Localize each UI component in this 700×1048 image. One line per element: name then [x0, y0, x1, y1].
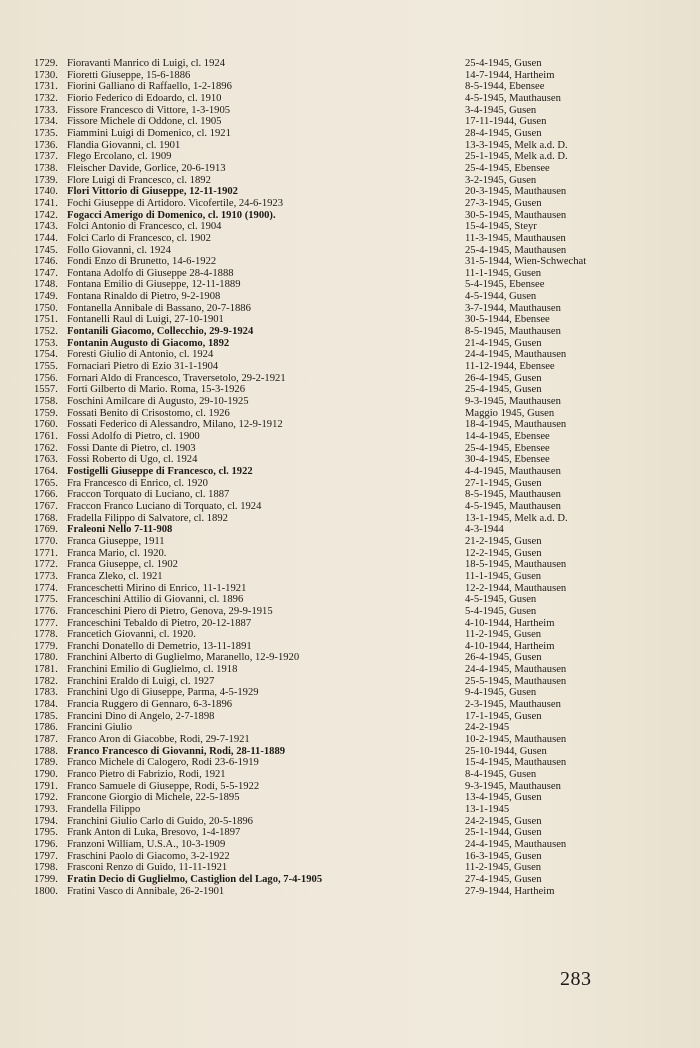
entry-number: 1795. [34, 827, 58, 839]
entry-death: 25-1-1945, Melk a.d. D. [465, 151, 568, 163]
entry-number: 1777. [34, 617, 58, 629]
entry-name: Fissore Francesco di Vittore, 1-3-1905 [67, 104, 231, 116]
entry-death: 9-3-1945, Mauthausen [465, 780, 561, 792]
list-item [34, 186, 634, 198]
entry-name: Foschini Amilcare di Augusto, 29-10-1925 [67, 396, 249, 408]
entry-number: 1789. [34, 757, 58, 769]
entry-number: 1735. [34, 127, 58, 139]
entry-name: Frandella Filippo [67, 804, 141, 815]
entry-death: 11-1-1945, Gusen [465, 267, 542, 279]
list-item [34, 618, 634, 630]
entry-death: 24-4-1945, Mauthausen [465, 838, 567, 850]
entry-death: 27-9-1944, Hartheim [465, 885, 555, 897]
entry-name: Fioravanti Manrico di Luigi, cl. 1924 [67, 58, 225, 69]
entry-death: 14-4-1945, Ebensee [465, 431, 550, 442]
entry-death: 17-1-1945, Gusen [465, 710, 542, 722]
list-item [34, 116, 634, 128]
entry-death: 24-4-1945, Mauthausen [465, 349, 567, 361]
entry-name: Fiorini Galliano di Raffaello, 1-2-1896 [67, 81, 232, 93]
entry-number: 1783. [34, 687, 58, 699]
list-item [34, 489, 634, 501]
entry-name: Fogacci Amerigo di Domenico, cl. 1910 (1900). [67, 209, 276, 221]
entry-death: 8-5-1945, Mauthausen [465, 326, 561, 338]
entry-death: 4-5-1945, Mauthausen [465, 500, 561, 512]
entry-death: 27-1-1945, Gusen [465, 477, 542, 489]
list-item [34, 687, 634, 699]
list-item [34, 536, 634, 548]
entry-number: 1752. [34, 326, 58, 338]
list-item [34, 478, 634, 490]
entry-death: 10-2-1945, Mauthausen [465, 734, 567, 746]
entry-name: Flandia Giovanni, cl. 1901 [67, 139, 181, 151]
list-item [34, 559, 634, 571]
entry-death: Maggio 1945, Gusen [465, 407, 555, 419]
entry-number: 1731. [34, 81, 58, 93]
entry-number: 1791. [34, 780, 58, 792]
list-item [34, 443, 634, 455]
entry-death: 3-7-1944, Mauthausen [465, 302, 561, 314]
entry-number: 1787. [34, 734, 58, 746]
entry-number: 1732. [34, 92, 58, 104]
entry-name: Fraccon Torquato di Luciano, cl. 1887 [67, 489, 230, 501]
list-item [34, 851, 634, 863]
list-item [34, 105, 634, 117]
list-item [34, 349, 634, 361]
list-item [34, 454, 634, 466]
entry-name: Folci Antonio di Francesco, cl. 1904 [67, 221, 222, 233]
entry-death: 5-4-1945, Gusen [465, 605, 537, 617]
entry-name: Fossi Roberto di Ugo, cl. 1924 [67, 454, 198, 466]
entry-name: Franzoni William, U.S.A., 10-3-1909 [67, 838, 226, 850]
entry-death: 21-2-1945, Gusen [465, 535, 542, 547]
list-item [34, 93, 634, 105]
list-item [34, 70, 634, 82]
entry-number: 1799. [34, 873, 58, 885]
entry-death: 5-4-1945, Ebensee [465, 279, 545, 291]
entry-name: Folci Carlo di Francesco, cl. 1902 [67, 232, 211, 244]
entry-death: 12-2-1945, Gusen [465, 547, 542, 559]
entry-death: 25-5-1945, Mauthausen [465, 675, 567, 687]
list-item [34, 594, 634, 606]
entry-number: 1788. [34, 745, 58, 757]
entry-death: 8-4-1945, Gusen [465, 769, 537, 781]
entry-name: Flore Luigi di Francesco, cl. 1892 [67, 174, 211, 186]
entry-name: Fornari Aldo di Francesco, Traversetolo, 29-2-1921 [67, 372, 286, 384]
entry-number: 1767. [34, 500, 58, 512]
entry-name: Fochi Giuseppe di Artidoro. Vicofertile, 24-6-1923 [67, 197, 284, 209]
entry-name: Franco Francesco di Giovanni, Rodi, 28-11-1889 [67, 745, 286, 757]
entry-number: 1755. [34, 361, 58, 373]
list-item [34, 769, 634, 781]
entry-death: 4-5-1944, Gusen [465, 291, 537, 303]
entry-number: 1784. [34, 699, 58, 711]
list-item [34, 338, 634, 350]
entry-name: Franco Samuele di Giuseppe, Rodi, 5-5-1922 [67, 780, 260, 792]
list-item [34, 256, 634, 268]
entry-name: Fornaciari Pietro di Ezio 31-1-1904 [67, 361, 219, 373]
entry-name: Follo Giovanni, cl. 1924 [67, 244, 171, 256]
entry-number: 1776. [34, 605, 58, 617]
list-item [34, 757, 634, 769]
entry-number: 1794. [34, 815, 58, 827]
entry-death: 30-5-1945, Mauthausen [465, 209, 567, 221]
entry-name: Fossati Federico di Alessandro, Milano, 12-9-1912 [67, 419, 283, 431]
list-item [34, 140, 634, 152]
entry-name: Fossati Benito di Crisostomo, cl. 1926 [67, 407, 230, 419]
entry-death: 27-3-1945, Gusen [465, 197, 542, 209]
list-item [34, 524, 634, 536]
entry-number: 1742. [34, 209, 58, 221]
entry-number: 1746. [34, 256, 58, 268]
entry-name: Fraschini Paolo di Giacomo, 3-2-1922 [67, 850, 230, 862]
entry-death: 30-5-1944, Ebensee [465, 314, 550, 326]
entry-name: Fioretti Giuseppe, 15-6-1886 [67, 69, 191, 81]
entry-number: 1753. [34, 337, 58, 349]
entry-name: Fostigelli Giuseppe di Francesco, cl. 1922 [67, 465, 253, 477]
entry-name: Frank Anton di Luka, Bresovo, 1-4-1897 [67, 827, 241, 839]
list-item [34, 641, 634, 653]
entry-number: 1781. [34, 664, 58, 676]
entry-name: Fratin Decio di Guglielmo, Castiglion del Lago, 7-4-1905 [67, 873, 323, 885]
entry-name: Franca Zleko, cl. 1921 [67, 570, 163, 582]
entry-death: 13-1-1945, Melk a.d. D. [465, 512, 568, 524]
list-item [34, 583, 634, 595]
entry-death: 15-4-1945, Steyr [465, 221, 537, 233]
list-item [34, 128, 634, 140]
list-item [34, 151, 634, 163]
entry-death: 25-4-1945, Gusen [465, 58, 542, 69]
entry-number: 1778. [34, 629, 58, 641]
entry-death: 11-3-1945, Mauthausen [465, 232, 566, 244]
entry-number: 1766. [34, 489, 58, 501]
entry-name: Franca Giuseppe, 1911 [67, 535, 165, 547]
entry-death: 28-4-1945, Gusen [465, 127, 542, 139]
entry-number: 1786. [34, 722, 58, 734]
entry-name: Franchini Ugo di Giuseppe, Parma, 4-5-1929 [67, 687, 259, 699]
list-item [34, 827, 634, 839]
entry-name: Fra Francesco di Enrico, cl. 1920 [67, 477, 208, 489]
list-item [34, 466, 634, 478]
entry-death: 27-4-1945, Gusen [465, 873, 542, 885]
entry-name: Francini Giulio [67, 722, 133, 734]
entry-death: 4-10-1944, Hartheim [465, 640, 555, 652]
list-item [34, 548, 634, 560]
entry-death: 4-5-1945, Mauthausen [465, 92, 561, 104]
list-item [34, 571, 634, 583]
entry-death: 26-4-1945, Gusen [465, 372, 542, 384]
entry-number: 1736. [34, 139, 58, 151]
entry-number: 1754. [34, 349, 58, 361]
entry-number: 1760. [34, 419, 58, 431]
entry-number: 1744. [34, 232, 58, 244]
entry-name: Fleischer Davide, Gorlice, 20-6-1913 [67, 162, 226, 174]
entry-name: Francini Dino di Angelo, 2-7-1898 [67, 710, 215, 722]
entry-death: 17-11-1944, Gusen [465, 116, 547, 128]
entry-number: 1793. [34, 804, 58, 815]
entry-number: 1738. [34, 162, 58, 174]
entry-name: Foresti Giulio di Antonio, cl. 1924 [67, 349, 214, 361]
entry-name: Fontana Emilio di Giuseppe, 12-11-1889 [67, 279, 241, 291]
list-item [34, 664, 634, 676]
entry-number: 1770. [34, 535, 58, 547]
entry-number: 1790. [34, 769, 58, 781]
entry-number: 1780. [34, 652, 58, 664]
entry-death: 25-4-1945, Ebensee [465, 442, 550, 454]
entry-death: 26-4-1945, Gusen [465, 652, 542, 664]
list-item [34, 245, 634, 257]
entry-number: 1762. [34, 442, 58, 454]
list-item [34, 291, 634, 303]
entry-name: Fontana Adolfo di Giuseppe 28-4-1888 [67, 267, 234, 279]
entry-name: Frasconi Renzo di Guido, 11-11-1921 [67, 862, 228, 874]
entry-number: 1730. [34, 69, 58, 81]
list-item [34, 746, 634, 758]
entry-death: 4-3-1944 [465, 524, 504, 536]
entry-death: 25-4-1945, Ebensee [465, 162, 550, 174]
list-item [34, 699, 634, 711]
list-item [34, 676, 634, 688]
entry-death: 4-4-1945, Mauthausen [465, 465, 561, 477]
entry-number: 1768. [34, 512, 58, 524]
list-item [34, 58, 634, 70]
list-item [34, 606, 634, 618]
entry-name: Flego Ercolano, cl. 1909 [67, 151, 172, 163]
entry-number: 1747. [34, 267, 58, 279]
entry-death: 15-4-1945, Mauthausen [465, 757, 567, 769]
entry-number: 1797. [34, 850, 58, 862]
entry-death: 18-4-1945, Mauthausen [465, 419, 567, 431]
entry-number: 1779. [34, 640, 58, 652]
entry-name: Fraleoni Nello 7-11-908 [67, 524, 173, 536]
entry-number: 1785. [34, 710, 58, 722]
entry-number: 1729. [34, 58, 58, 69]
entry-name: Franca Mario, cl. 1920. [67, 547, 167, 559]
entry-name: Fossi Dante di Pietro, cl. 1903 [67, 442, 196, 454]
list-item [34, 886, 634, 898]
entry-name: Fontana Rinaldo di Pietro, 9-2-1908 [67, 291, 221, 303]
entry-number: 1800. [34, 885, 58, 897]
entry-name: Franchini Eraldo di Luigi, cl. 1927 [67, 675, 215, 687]
entry-number: 1739. [34, 174, 58, 186]
entry-name: Fossi Adolfo di Pietro, cl. 1900 [67, 431, 200, 442]
list-item [34, 862, 634, 874]
entry-number: 1782. [34, 675, 58, 687]
entry-name: Flori Vittorio di Giuseppe, 12-11-1902 [67, 186, 238, 198]
entry-name: Franco Aron di Giacobbe, Rodi, 29-7-1921 [67, 734, 250, 746]
entry-death: 14-7-1944, Hartheim [465, 69, 555, 81]
entry-name: Fondi Enzo di Brunetto, 14-6-1922 [67, 256, 217, 268]
entry-death: 11-2-1945, Gusen [465, 629, 542, 641]
entry-death: 21-4-1945, Gusen [465, 337, 542, 349]
list-item [34, 629, 634, 641]
list-item [34, 373, 634, 385]
entry-death: 4-10-1944, Hartheim [465, 617, 555, 629]
entry-death: 8-5-1944, Ebensee [465, 81, 545, 93]
entry-number: 1756. [34, 372, 58, 384]
entry-death: 9-3-1945, Mauthausen [465, 396, 561, 408]
list-item [34, 431, 634, 443]
entry-number: 1743. [34, 221, 58, 233]
entry-name: Fradella Filippo di Salvatore, cl. 1892 [67, 512, 228, 524]
entry-number: 1772. [34, 559, 58, 571]
list-item [34, 175, 634, 187]
entry-name: Franchini Emilio di Guglielmo, cl. 1918 [67, 664, 238, 676]
entry-number: 1765. [34, 477, 58, 489]
entry-death: 24-2-1945 [465, 722, 510, 734]
entry-name: Franca Giuseppe, cl. 1902 [67, 559, 178, 571]
entry-death: 25-10-1944, Gusen [465, 745, 547, 757]
entry-name: Fiorio Federico di Edoardo, cl. 1910 [67, 92, 222, 104]
entry-death: 24-2-1945, Gusen [465, 815, 542, 827]
entry-name: Francetich Giovanni, cl. 1920. [67, 629, 196, 641]
entry-death: 13-3-1945, Melk a.d. D. [465, 139, 568, 151]
entry-number: 1758. [34, 396, 58, 408]
list-item [34, 198, 634, 210]
list-item [34, 734, 634, 746]
list-item [34, 513, 634, 525]
entry-name: Fontanin Augusto di Giacomo, 1892 [67, 337, 230, 349]
entry-name: Franchi Donatello di Demetrio, 13-11-1891 [67, 640, 252, 652]
list-item [34, 233, 634, 245]
entry-death: 2-3-1945, Mauthausen [465, 699, 561, 711]
entry-death: 16-3-1945, Gusen [465, 850, 542, 862]
entry-name: Franco Michele di Calogero, Rodi 23-6-1919 [67, 757, 259, 769]
entry-death: 3-4-1945, Gusen [465, 104, 537, 116]
entry-number: 1740. [34, 186, 58, 198]
entry-number: 1774. [34, 582, 58, 594]
entry-number: 1792. [34, 792, 58, 804]
entry-number: 1557. [34, 384, 58, 396]
entry-number: 1764. [34, 465, 58, 477]
list-item [34, 163, 634, 175]
entry-name: Franceschini Attilio di Giovanni, cl. 1896 [67, 594, 244, 606]
entry-name: Fontanili Giacomo, Collecchio, 29-9-1924 [67, 326, 254, 338]
entry-death: 13-1-1945 [465, 804, 510, 815]
page-number: 283 [560, 968, 592, 990]
entry-death: 24-4-1945, Mauthausen [465, 664, 567, 676]
list-item [34, 408, 634, 420]
entry-number: 1749. [34, 291, 58, 303]
entry-name: Forti Gilberto di Mario. Roma, 15-3-1926 [67, 384, 246, 396]
entry-death: 9-4-1945, Gusen [465, 687, 537, 699]
list-item [34, 210, 634, 222]
entry-number: 1771. [34, 547, 58, 559]
entry-name: Franchini Giulio Carlo di Guido, 20-5-1896 [67, 815, 253, 827]
list-item [34, 781, 634, 793]
entry-number: 1761. [34, 431, 58, 442]
entry-name: Franceschini Piero di Pietro, Genova, 29-9-1915 [67, 605, 273, 617]
list-item [34, 874, 634, 886]
list-item [34, 361, 634, 373]
entry-death: 25-4-1945, Gusen [465, 384, 542, 396]
entry-death: 31-5-1944, Wien-Schwechat [465, 256, 587, 268]
entry-name: Franceschetti Mirino di Enrico, 11-1-1921 [67, 582, 247, 594]
list-item [34, 279, 634, 291]
entry-death: 3-2-1945, Gusen [465, 174, 537, 186]
list-item [34, 303, 634, 315]
entry-name: Franceschini Tebaldo di Pietro, 20-12-1887 [67, 617, 252, 629]
entry-name: Fratini Vasco di Annibale, 26-2-1901 [67, 885, 225, 897]
entry-number: 1737. [34, 151, 58, 163]
entry-number: 1748. [34, 279, 58, 291]
entry-name: Francone Giorgio di Michele, 22-5-1895 [67, 792, 240, 804]
deportee-list [34, 58, 634, 897]
entry-death: 25-1-1944, Gusen [465, 827, 542, 839]
entry-number: 1750. [34, 302, 58, 314]
list-item [34, 839, 634, 851]
list-item [34, 419, 634, 431]
list-item [34, 792, 634, 804]
list-item [34, 396, 634, 408]
entry-death: 11-12-1944, Ebensee [465, 361, 555, 373]
entry-death: 4-5-1945, Gusen [465, 594, 537, 606]
list-item [34, 314, 634, 326]
entry-death: 8-5-1945, Mauthausen [465, 489, 561, 501]
list-item [34, 384, 634, 396]
entry-name: Franco Pietro di Fabrizio, Rodi, 1921 [67, 769, 226, 781]
list-item [34, 722, 634, 734]
entry-number: 1775. [34, 594, 58, 606]
entry-number: 1769. [34, 524, 58, 536]
entry-death: 12-2-1944, Mauthausen [465, 582, 567, 594]
list-item [34, 81, 634, 93]
entry-death: 25-4-1945, Mauthausen [465, 244, 567, 256]
entry-name: Fontanelli Raul di Luigi, 27-10-1901 [67, 314, 224, 326]
entry-death: 20-3-1945, Mauthausen [465, 186, 567, 198]
entry-death: 11-2-1945, Gusen [465, 862, 542, 874]
list-item [34, 816, 634, 828]
entry-number: 1745. [34, 244, 58, 256]
list-item [34, 804, 634, 816]
entry-name: Fontanella Annibale di Bassano, 20-7-1886 [67, 302, 251, 314]
entry-name: Francia Ruggero di Gennaro, 6-3-1896 [67, 699, 233, 711]
entry-number: 1751. [34, 314, 58, 326]
entry-number: 1741. [34, 197, 58, 209]
entry-name: Fiammini Luigi di Domenico, cl. 1921 [67, 127, 231, 139]
entry-number: 1773. [34, 570, 58, 582]
entry-number: 1733. [34, 104, 58, 116]
entry-death: 18-5-1945, Mauthausen [465, 559, 567, 571]
entry-name: Franchini Alberto di Guglielmo, Maranello, 12-9-1920 [67, 652, 300, 664]
list-item [34, 221, 634, 233]
list-item [34, 326, 634, 338]
entry-name: Fraccon Franco Luciano di Torquato, cl. 1924 [67, 500, 262, 512]
entry-number: 1798. [34, 862, 58, 874]
list-item [34, 711, 634, 723]
entry-name: Fissore Michele di Oddone, cl. 1905 [67, 116, 222, 128]
entry-number: 1759. [34, 407, 58, 419]
entry-death: 13-4-1945, Gusen [465, 792, 542, 804]
entry-death: 11-1-1945, Gusen [465, 570, 542, 582]
entry-number: 1763. [34, 454, 58, 466]
entry-death: 30-4-1945, Ebensee [465, 454, 550, 466]
entry-number: 1734. [34, 116, 58, 128]
list-item [34, 501, 634, 513]
entry-number: 1796. [34, 838, 58, 850]
list-item [34, 652, 634, 664]
list-item [34, 268, 634, 280]
